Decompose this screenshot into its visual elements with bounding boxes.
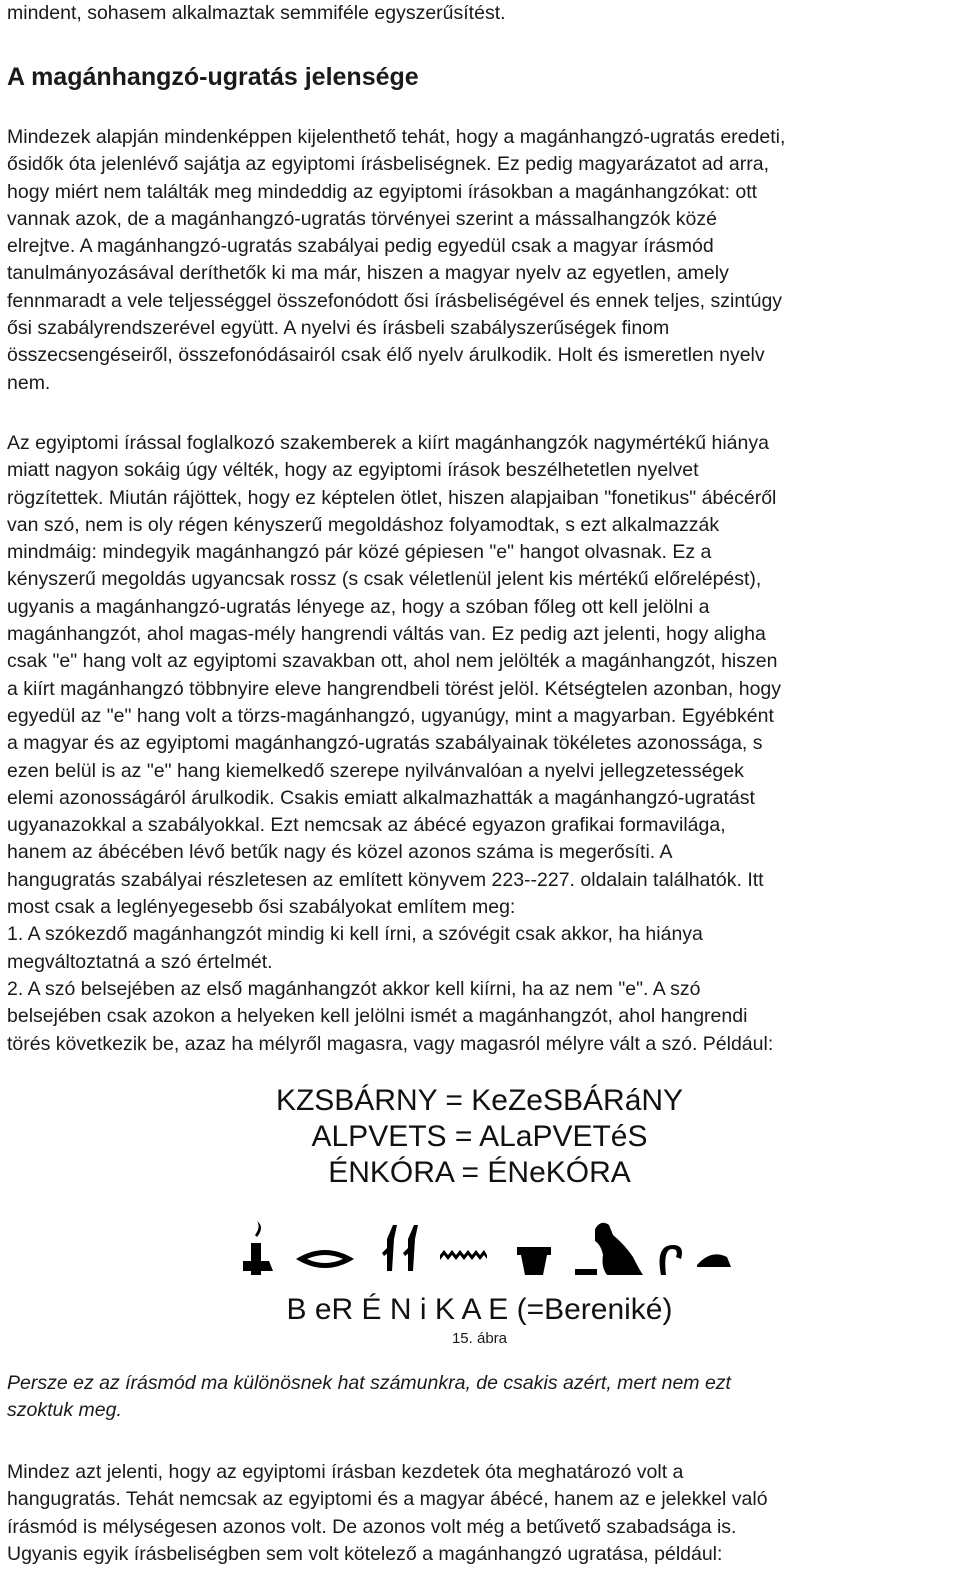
figure-15 (7, 1083, 952, 1349)
text-line: Az egyiptomi írással foglalkozó szakemberek a kiírt magánhangzók nagymértékű hiánya (7, 432, 769, 454)
text-line: Ugyanis egyik írásbeliségben sem volt kötelező a magánhangzó ugratása, például: (7, 1542, 723, 1565)
vulture-hieroglyph-icon (595, 1223, 643, 1275)
hieroglyphs-berenike-icon (7, 1205, 952, 1285)
text-line: hanem az ábécében lévő betűk nagy és közel azonos száma is megerősíti. A (7, 841, 673, 864)
text-line: csak "e" hang volt az egyiptomi szavakban ott, ahol nem jelölték a magánhangzót, hiszen (7, 650, 778, 673)
text-line: hogy miért nem találták meg mindeddig az egyiptomi írásokban a magánhangzókat: ott (7, 180, 758, 203)
text-line: Mindez azt jelenti, hogy az egyiptomi írásban kezdetek óta meghatározó volt a (7, 1461, 684, 1483)
text-line: a magyar és az egyiptomi magánhangzó-ugratás szabályainak tökéletes azonossága, s (7, 732, 763, 755)
text-line: hangugratás szabályai részletesen az említett könyvem 223--227. oldalain találhatók. Itt (7, 868, 764, 891)
text-line: miatt nagyon sokáig úgy vélték, hogy az egyiptomi írások beszélhetetlen nyelvet (7, 459, 699, 482)
text-line: van szó, nem is oly régen kényszerű megoldáshoz folyamodtak, s ezt alkalmazzák (7, 513, 720, 536)
foot-hieroglyph-icon (243, 1221, 273, 1275)
text-line: elrejtve. A magánhangzó-ugratás szabályai pedig egyedül csak a magyar írásmód (7, 235, 714, 258)
text-line: egyedül az "e" hang volt a törzs-magánhangzó, ugyanúgy, mint a magyarban. Egyébként (7, 704, 774, 727)
text-line: Persze ez az írásmód ma különösnek hat számunkra, de csakis azért, mert nem ezt (7, 1372, 731, 1394)
text-line: mindmáig: mindegyik magánhangzó pár közé gépiesen "e" hangot olvasnak. Ez a (7, 541, 712, 564)
text-line: ezen belül is az "e" hang kiemelkedő szerepe nyilvánvalóan a nyelvi jellegzetességek (7, 759, 744, 782)
italic-paragraph (7, 1370, 952, 1425)
mouth-hieroglyph-icon (296, 1250, 354, 1268)
water-hieroglyph-icon (440, 1250, 487, 1260)
text-line: 2. A szó belsejében az első magánhangzót akkor kell kiírni, ha az nem "e". A szó (7, 977, 701, 1000)
hieroglyph-row (7, 1205, 952, 1285)
text-line: a kiírt magánhangzó többnyire eleve hangrendbeli törést jelöl. Kétségtelen azonban, hogy (7, 677, 782, 700)
text-line: törés következik be, azaz ha mélyről magasra, vagy magasról mélyre vált a szó. Például: (7, 1032, 774, 1055)
text-line: kényszerű megoldás ugyancsak rossz (s csak véletlenül jelent kis mértékű előrelépést), (7, 568, 762, 591)
equation-line: KZSBÁRNY = KeZeSBÁRáNY (275, 1084, 684, 1117)
text-line: fennmaradt a vele teljességgel összefonódott ősi írásbeliségével és ennek teljes, szintúgy (7, 289, 783, 312)
text-line: elemi azonosságáról árulkodik. Csakis emiatt alkalmazhatták a magánhangzó-ugratást (7, 786, 755, 809)
text-line: belsejében csak azokon a helyeken kell jelölni ismét a magánhangzót, ahol hangrendi (7, 1005, 748, 1028)
text-line: rögzítettek. Miután rájöttek, hogy ez képtelen ötlet, hiszen alapjaiban "fonetikus" ábécéről (7, 486, 777, 509)
text-line: megváltoztatná a szó értelmét. (7, 950, 273, 973)
text-line: 1. A szókezdő magánhangzót mindig ki kell írni, a szóvégit csak akkor, ha hiánya (7, 923, 703, 946)
equation-line: ALPVETS = ALaPVETéS (311, 1120, 648, 1153)
text-line: ősi szabályrendszerével együtt. A nyelvi és írásbeli szabályszerűségek finom (7, 317, 670, 340)
text-line: írásmód is mélységesen azonos volt. De azonos volt még a betűvető szabadsága is. (7, 1515, 737, 1538)
text-line: Mindezek alapján mindenképpen kijelenthető tehát, hogy a magánhangzó-ugratás eredeti, (7, 126, 786, 148)
ground-hieroglyph-icon (575, 1269, 597, 1275)
text-line: ősidők óta jelenlévő sajátja az egyiptomi írásbeliségnek. Ez pedig magyarázatot ad arra, (7, 153, 770, 176)
intro-line: mindent, sohasem alkalmaztak semmiféle egyszerűsítést. (7, 2, 506, 24)
figure-caption: 15. ábra (451, 1330, 508, 1347)
text-line: tanulmányozásával deríthetők ki ma már, hiszen a magyar nyelv az egyetlen, amely (7, 262, 729, 285)
text-line: most csak a leglényegesebb ősi szabályokat említem meg: (7, 896, 516, 919)
text-line: nem. (7, 371, 51, 394)
text-line: szoktuk meg. (7, 1399, 122, 1422)
bread-hieroglyph-icon (697, 1254, 731, 1267)
section-heading: A magánhangzó-ugratás jelensége (7, 63, 419, 91)
text-line: ugyanis a magánhangzó-ugratás lényege az, hogy a szóban főleg ott kell jelölni a (7, 595, 710, 618)
text-line: ugyanazokkal a szabályokkal. Ezt nemcsak az ábécé egyazon grafikai formavilága, (7, 814, 726, 837)
transliteration: B eR É N i K A E (=Bereniké) (286, 1293, 673, 1326)
text-line: magánhangzót, ahol magas-mély hangrendi váltás van. Ez pedig azt jelenti, hogy aligha (7, 623, 766, 646)
paragraph-2 (7, 430, 952, 1058)
text-line: vannak azok, de a magánhangzó-ugratás törvényei szerint a mássalhangzók közé (7, 207, 717, 230)
text-line: hangugratás. Tehát nemcsak az egyiptomi és a magyar ábécé, hanem az e jelekkel való (7, 1488, 768, 1511)
stand-hieroglyph-icon (517, 1247, 551, 1275)
reed-hieroglyph-icon (382, 1225, 418, 1271)
text-line: összecsengéseiről, összefonódásairól csak élő nyelv árulkodik. Holt és ismeretlen nyelv (7, 344, 765, 367)
paragraph-3 (7, 1459, 952, 1568)
equation-line: ÉNKÓRA = ÉNeKÓRA (328, 1156, 631, 1189)
paragraph-1 (7, 124, 952, 397)
rope-hieroglyph-icon (660, 1245, 683, 1275)
